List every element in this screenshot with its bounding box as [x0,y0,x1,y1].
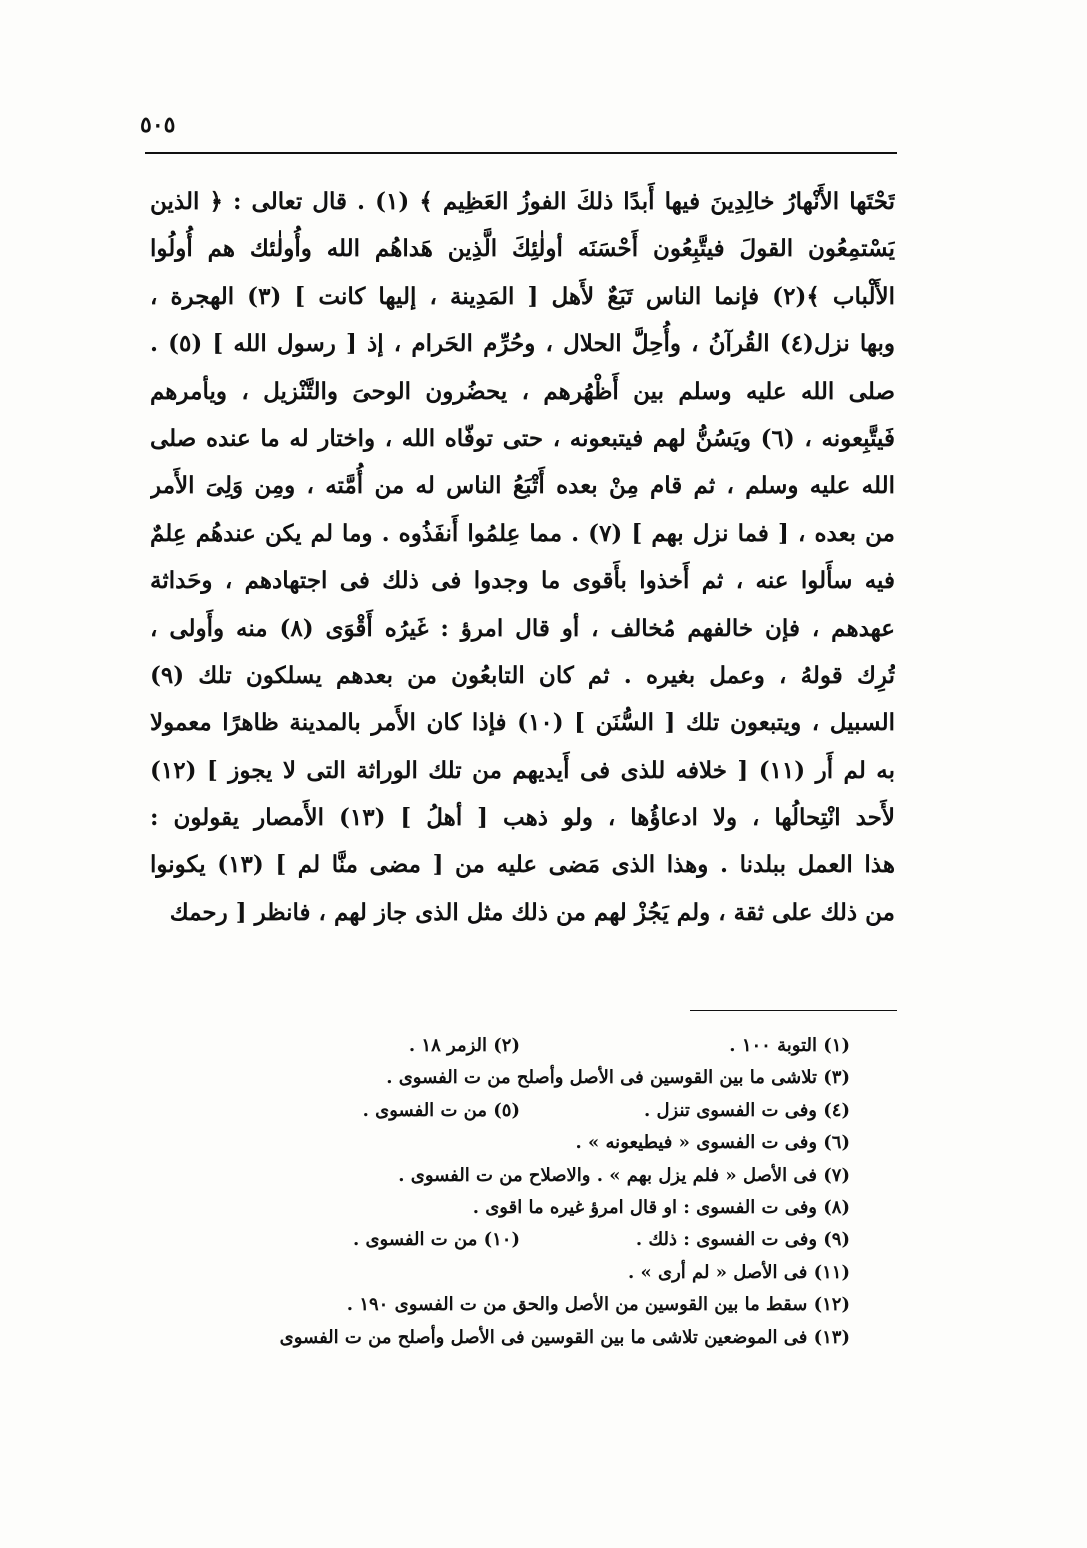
text-line: عهدهم ، فإن خالفهم مُخالف ، أو قال امرؤ : غَيرُه أَقْوَى (٨) منه وأَولى ، [150,614,895,642]
text-line: به لم أَر (١١) [ خلافه للذى فى أَيديهم من تلك الوراثة التى لا يجوز ] (١٢) [150,756,895,784]
footnote: (١) التوبة ١٠٠ . [729,1035,850,1056]
footnote: (٤) وفى ت الفسوى تنزل . [643,1099,850,1121]
footnote-line [160,1322,850,1354]
footnote: (١٣) فى الموضعين تلاشى ما بين القوسين فى الأصل وأصلح من ت الفسوى [279,1326,850,1348]
footnote-line [160,1062,850,1094]
footnote-line [160,1289,850,1321]
text-line: تَحْتَها الأَنْهارُ خالِدِينَ فيها أَبدًا ذلكَ الفوزُ العَظِيم ﴾ (١) . قال تعالى : ﴿ الذين [150,188,895,215]
footnote-line [160,1095,850,1127]
footnote: (٨) وفى ت الفسوى : او قال امرؤ غيره ما اقوى . [472,1196,850,1218]
footnotes [160,1030,850,1354]
footnote-rule [690,1010,897,1011]
footnote: (٢) الزمر ١٨ . [408,1035,520,1056]
footnote-line [160,1127,850,1159]
header-rule [145,152,897,154]
text-line: هذا العمل ببلدنا . وهذا الذى مَضى عليه من [ مضى منَّا لم ] (١٣) يكونوا [150,851,895,879]
text-line: فَيتَّبِعونه ، (٦) ويَسُنُّ لهم فيتبعونه ، حتى توفّاه الله ، واختار له ما عنده صلى [150,424,895,452]
footnote: (١٢) سقط ما بين القوسين من الأصل والحق من ت الفسوى ١٩٠ . [346,1294,850,1316]
text-line: وبها نزل(٤) القُرآنُ ، وأُحِلَّ الحلال ، وحُرِّم الحَرام ، إذ [ رسول الله ] (٥) . [150,330,895,358]
text-line: تُرِك قولهُ ، وعمل بغيره . ثم كان التابعُون من بعدهم يسلكون تلك (٩) [150,661,895,689]
text-line: من بعده ، [ فما نزل بهم ] (٧) . مما عِلمُوا أَنفَذُوه . وما لم يكن عندهُم عِلمٌ [150,519,895,547]
footnote-line [160,1257,850,1289]
footnote-line [160,1192,850,1224]
footnote-line [160,1160,850,1192]
footnote: (١١) فى الأصل « لم أرى » . [627,1261,850,1283]
text-line: الأَلْباب ﴾(٢) فإنما الناس تَبَعٌ لأَهل [ المَدِينة ، إليها كانت ] (٣) الهجرة ، [150,282,895,310]
footnote-line [160,1224,850,1256]
footnote-line [160,1030,850,1062]
footnote: (١٠) من ت الفسوى . [352,1229,520,1251]
text-line: يَسْتمِعُون القولَ فيتَّبِعُون أَحْسَنَه أولٰئِكَ الَّذِين هَداهُم الله وأُولٰئك هم أُولُوا [150,235,895,263]
footnote: (٧) فى الأصل « فلم يزل بهم » . والاصلاح من ت الفسوى . [398,1164,850,1186]
text-line: لأَحد انْتِحالُها ، ولا ادعاؤُها ، ولو ذهب [ أهلُ ] (١٣) الأَمصار يقولون : [150,804,895,832]
text-line: صلى الله عليه وسلم بين أَظْهُرهم ، يحضُرون الوحىَ والتَّنْزيل ، ويأمرهم [150,377,895,405]
footnote: (٣) تلاشى ما بين القوسين فى الأصل وأصلح من ت الفسوى . [386,1067,850,1089]
text-line: فيه سأَلوا عنه ، ثم أَخذوا بأَقوى ما وجدوا فى ذلك فى اجتهادهم ، وحَداثة [150,567,895,595]
text-line: السبيل ، ويتبعون تلك [ السُّنَن ] (١٠) فإذا كان الأَمر بالمدينة ظاهرًا معمولا [150,709,895,737]
main-text [150,178,895,936]
page-number: ٥٠٥ [140,112,176,138]
footnote: (٦) وفى ت الفسوى « فيطيعونه » . [575,1132,850,1154]
footnote: (٥) من ت الفسوى . [362,1099,520,1121]
text-line: الله عليه وسلم ، ثم قام مِنْ بعده أَتْبَعُ الناس له من أُمَّته ، ومِن وَلِىَ الأَمر [150,472,895,500]
text-line: من ذلك على ثقة ، ولم يَجُزْ لهم من ذلك مثل الذى جاز لهم ، فانظر [ رحمك [169,898,895,926]
footnote: (٩) وفى ت الفسوى : ذلك . [635,1229,850,1251]
